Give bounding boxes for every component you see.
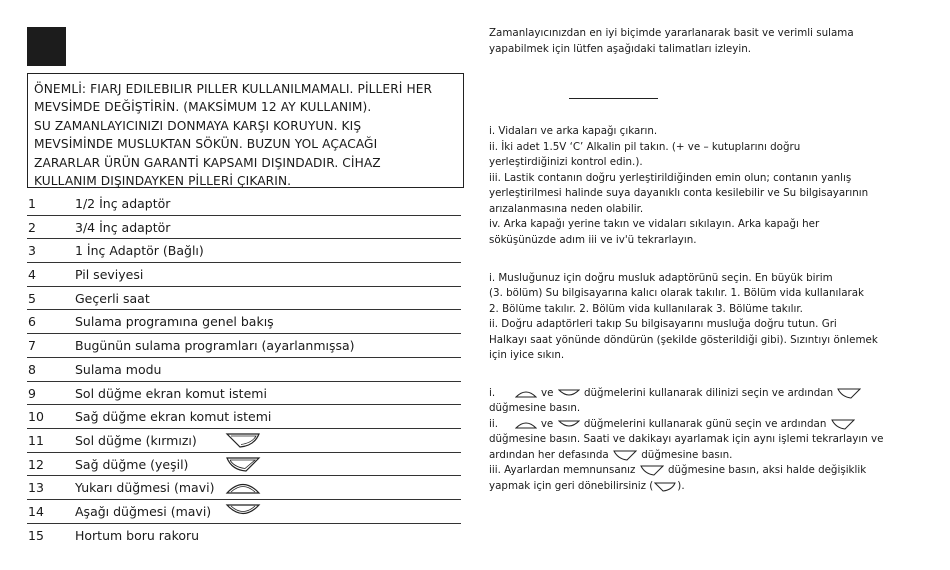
part-number: 11 (28, 432, 44, 448)
part-label: Sulama programına genel bakış (75, 314, 274, 330)
setup-text: ii. (489, 418, 498, 430)
part-label: Sulama modu (75, 361, 162, 377)
part-label: 1/2 İnç adaptör (75, 196, 171, 211)
setup-step-line (489, 417, 856, 433)
parts-list-item (27, 263, 461, 287)
battery-step: iv. Arka kapağı yerine takın ve vidaları sıkılayın. Arka kapağı her (489, 218, 820, 230)
warning-line: ZARARLAR ÜRÜN GARANTİ KAPSAMI DIŞINDADIR. CİHAZ (34, 155, 381, 170)
up-button-icon (225, 478, 261, 496)
setup-text: düğmelerini kullanarak dilinizi seçin ve ardından (583, 387, 834, 399)
tap-step: için iyice sıkın. (489, 349, 565, 361)
battery-step: arızalanmasına neden olabilir. (489, 203, 644, 215)
part-label: Sağ düğme (yeşil) (75, 456, 189, 472)
part-number: 7 (28, 338, 36, 354)
part-label: Pil seviyesi (75, 267, 144, 283)
part-label: 3/4 İnç adaptör (75, 219, 171, 235)
part-number: 5 (28, 290, 36, 306)
part-number: 13 (28, 480, 44, 496)
right-button-icon (225, 455, 261, 473)
part-label: 1 İnç Adaptör (Bağlı) (75, 243, 204, 259)
setup-step-line (489, 386, 862, 402)
part-number: 8 (28, 361, 36, 377)
tap-step: 2. Bölüme takılır. 2. Bölüm vida kullanılarak 3. Bölüme takılır. (489, 303, 803, 315)
setup-step-line (489, 448, 732, 464)
parts-list-item (27, 405, 461, 429)
part-number: 12 (28, 456, 44, 472)
part-label: Aşağı düğmesi (mavi) (75, 503, 212, 519)
right-button-icon (837, 387, 861, 399)
battery-step: yerleştirilmesi halinde suya dayanıklı conta kesilebilir ve Su bilgisayarının (489, 187, 869, 199)
setup-text: düğmesine basın. (641, 449, 733, 461)
part-label: Sol düğme ekran komut istemi (75, 385, 267, 401)
up-button-icon (515, 388, 537, 399)
section-heading-rule (569, 98, 658, 99)
part-number: 6 (28, 314, 36, 330)
part-number: 9 (28, 385, 36, 401)
warning-line: ÖNEMLİ: FIARJ EDILEBILIR PILLER KULLANILMAMALI. PİLLERİ HER (34, 82, 433, 96)
parts-list-item (27, 216, 461, 240)
setup-step-line (489, 479, 685, 495)
setup-text: ardından her defasında (489, 449, 609, 461)
battery-step: iii. Lastik contanın doğru yerleştirildiğinden emin olun; contanın yanlış (489, 172, 852, 184)
parts-list-item (27, 192, 461, 216)
part-label: Yukarı düğmesi (mavi) (75, 480, 215, 496)
setup-text: ). (677, 480, 685, 492)
warning-line: KULLANIM DIŞINDAYKEN PİLLERİ ÇIKARIN. (34, 174, 292, 189)
right-button-icon (640, 464, 664, 476)
parts-list-item (27, 287, 461, 311)
right-button-icon (831, 418, 855, 430)
setup-text: ve (540, 418, 554, 430)
warning-line: MEVSİMİNDE MUSLUKTAN SÖKÜN. BUZUN YOL AÇACAĞI (34, 137, 378, 152)
warning-box (27, 73, 464, 188)
setup-step-line (489, 463, 866, 479)
parts-list-item (27, 476, 461, 500)
parts-list-item (27, 500, 461, 524)
left-button-icon (225, 431, 261, 449)
down-button-icon (225, 502, 261, 520)
part-number: 14 (28, 503, 44, 519)
parts-list-item (27, 239, 461, 263)
intro-line: yapabilmek için lütfen aşağıdaki talimatları izleyin. (489, 43, 751, 55)
right-button-icon (613, 449, 637, 461)
battery-step: söküşünüzde adım iii ve iv'ü tekrarlayın. (489, 234, 697, 246)
warning-line: SU ZAMANLAYICINIZI DONMAYA KARŞI KORUYUN. KIŞ (34, 118, 362, 133)
parts-list-item (27, 382, 461, 406)
part-label: Geçerli saat (75, 290, 150, 306)
setup-text: düğmesine basın. (489, 402, 581, 414)
part-number: 4 (28, 267, 36, 283)
warning-line: MEVSİMDE DEĞİŞTİRİN. (MAKSİMUM 12 AY KULLANIM). (34, 100, 372, 115)
tap-step: (3. bölüm) Su bilgisayarına kalıcı olarak takılır. 1. Bölüm vida kullanılarak (489, 287, 865, 299)
setup-text: ve (540, 387, 554, 399)
tap-step: ii. Doğru adaptörleri takıp Su bilgisayarını musluğa doğru tutun. Gri (489, 318, 837, 330)
part-number: 1 (28, 196, 36, 211)
up-button-icon (515, 419, 537, 430)
setup-text: yapmak için geri dönebilirsiniz ( (489, 480, 654, 492)
down-button-icon (558, 419, 580, 430)
section-marker-block (27, 27, 66, 66)
parts-list (27, 192, 461, 547)
setup-text: düğmelerini kullanarak günü seçin ve ardından (583, 418, 827, 430)
left-button-icon (654, 481, 676, 492)
part-label: Bugünün sulama programları (ayarlanmışsa) (75, 338, 355, 354)
parts-list-item (27, 453, 461, 477)
part-label: Hortum boru rakoru (75, 527, 200, 543)
battery-step: yerleştirdiğinizi kontrol edin.). (489, 156, 643, 168)
part-label: Sağ düğme ekran komut istemi (75, 409, 272, 425)
part-number: 2 (28, 219, 36, 235)
down-button-icon (558, 388, 580, 399)
part-number: 10 (28, 409, 44, 425)
part-label: Sol düğme (kırmızı) (75, 432, 197, 448)
battery-step: ii. İki adet 1.5V ‘C’ Alkalin pil takın. (+ ve – kutuplarını doğru (489, 141, 801, 153)
part-number: 15 (28, 527, 44, 543)
tap-step: Halkayı saat yönünde döndürün (şekilde gösterildiği gibi). Sızıntıyı önlemek (489, 334, 878, 346)
intro-line: Zamanlayıcınızdan en iyi biçimde yararlanarak basit ve verimli sulama (489, 27, 854, 39)
setup-text: i. (489, 387, 496, 399)
battery-step: i. Vidaları ve arka kapağı çıkarın. (489, 125, 658, 137)
parts-list-item (27, 524, 461, 548)
parts-list-item (27, 310, 461, 334)
parts-list-item (27, 334, 461, 358)
tap-step: i. Musluğunuz için doğru musluk adaptörünü seçin. En büyük birim (489, 272, 833, 284)
setup-text: düğmesine basın. Saati ve dakikayı ayarlamak için aynı işlemi tekrarlayın ve (489, 433, 884, 445)
setup-text: iii. Ayarlardan memnunsanız (489, 464, 636, 476)
setup-text: düğmesine basın, aksi halde değişiklik (667, 464, 867, 476)
parts-list-item (27, 429, 461, 453)
parts-list-item (27, 358, 461, 382)
part-number: 3 (28, 243, 36, 259)
